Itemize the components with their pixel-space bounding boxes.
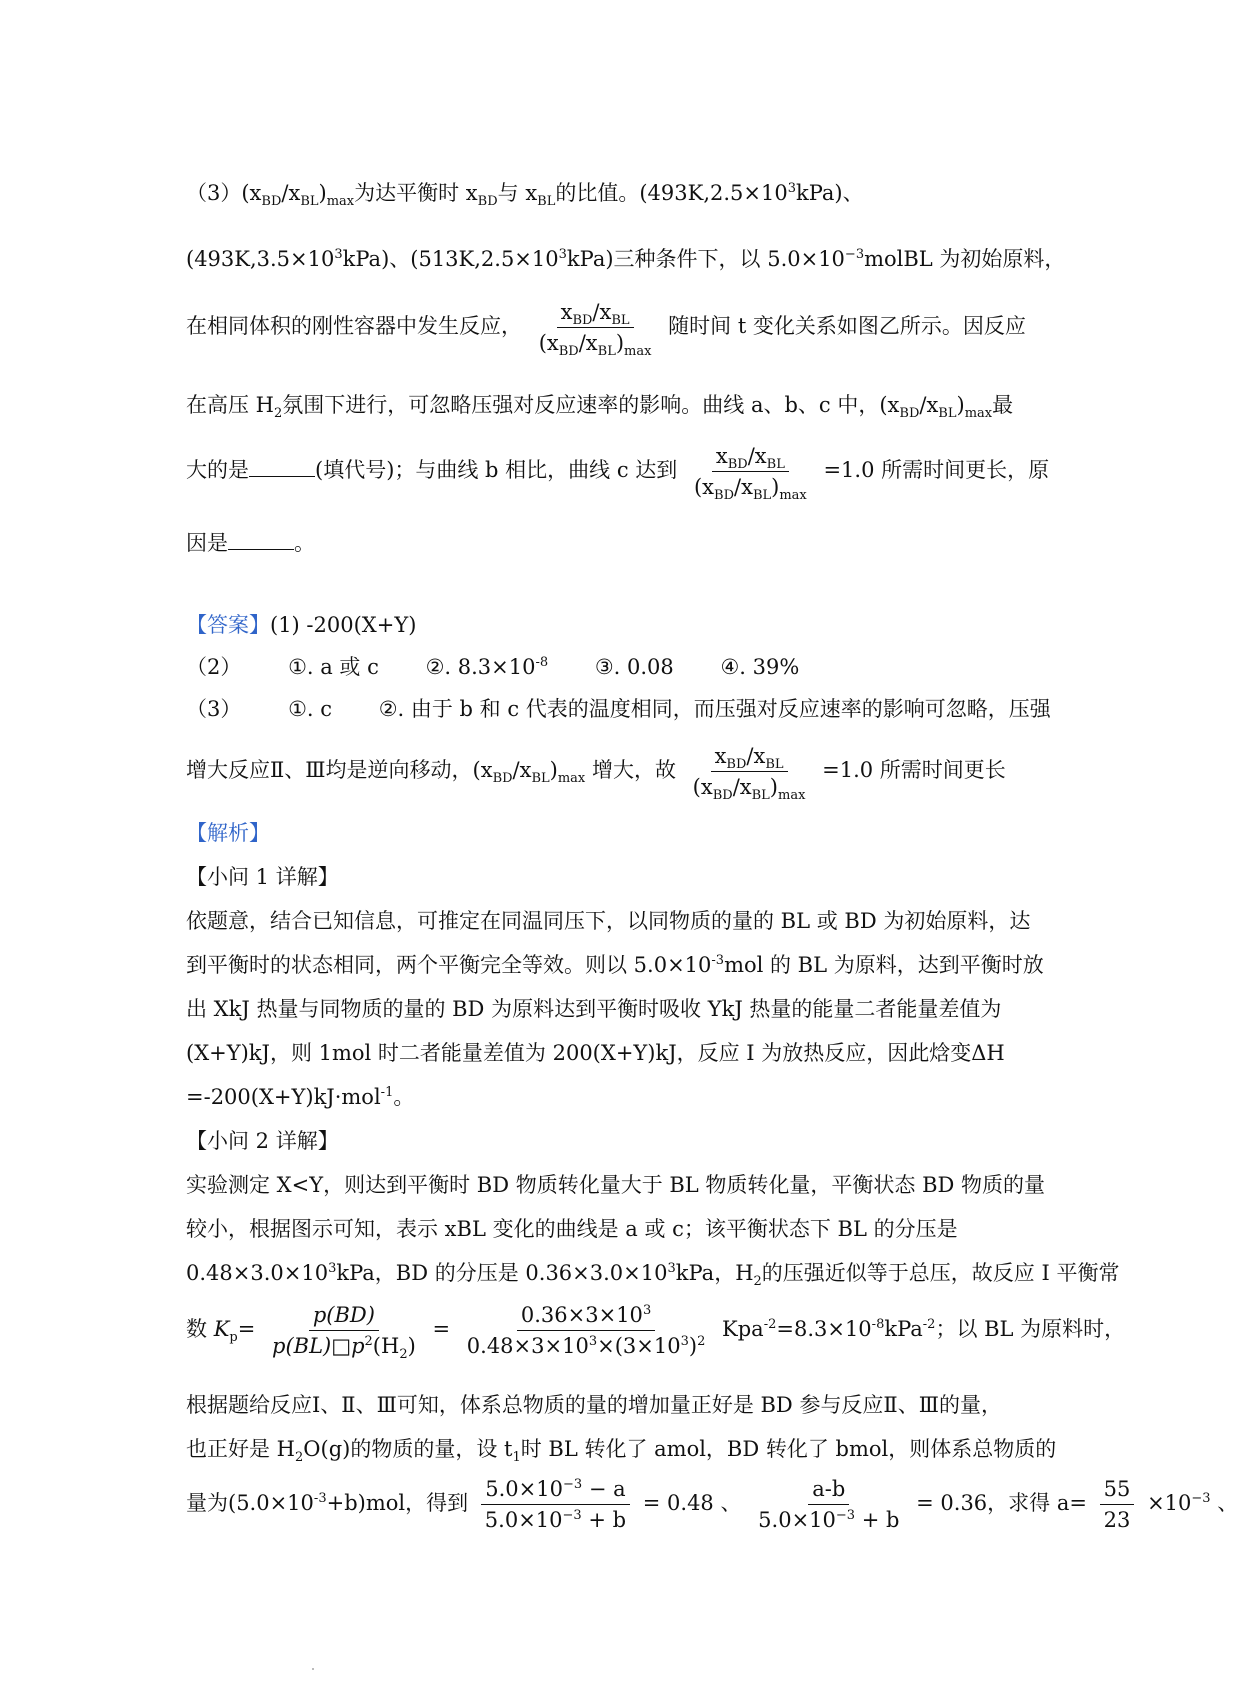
p1-line-5: =-200(X+Y)kJ·mol$^{-1}$。 [186,1085,415,1109]
page-speck [312,1668,314,1670]
kp-fraction-1: $\frac{p(BD)}{p(BL)□p^2(H_2)}$ [272,1303,416,1363]
ratio-fraction: $\frac{x_{BD}/x_{BL}}{(x_{BD}/x_{BL})_{max}}$ [538,300,652,360]
answer-line-3: （3） ①. c ②. 由于 b 和 c 代表的温度相同，而压强对反应速率的影响可忽略，压强 [186,697,1051,721]
subsection-2-heading: 【小问 2 详解】 [186,1129,339,1153]
p2-line-3: $0.48\times 3.0\times 10^3kPa$，BD 的分压是 $0.36\times 3.0\times 10^3kPa$，$H_2$的压强近似等于总压，故反应 I 平衡常 [186,1261,1120,1290]
p1-line-2: 到平衡时的状态相同，两个平衡完全等效。则以 $5.0\times 10^{-3}mol$ 的 BL 为原料，达到平衡时放 [186,953,1044,977]
mole-fraction-bd: $\frac{a-b}{5.0\times 10^{-3} + b}$ [758,1477,900,1532]
ratio-fraction: $\frac{x_{BD}/x_{BL}}{(x_{BD}/x_{BL})_{max}}$ [692,744,806,804]
q3-line-1: $(3)(x_{BD}/x_{BL})_{max}$为达平衡时 $x_{BD}$与 $x_{BL}$的比值。$(493K,2.5\times 10^3kPa)$、 [186,181,864,210]
subsection-1-heading: 【小问 1 详解】 [186,865,339,889]
p1-line-1: 依题意，结合已知信息，可推定在同温同压下，以同物质的量的 BL 或 BD 为初始原料，达 [186,909,1031,933]
p2-line-6: 也正好是 $H_2O(g)$的物质的量，设 $t_1$时 BL 转化了 amol，BD 转化了 bmol，则体系总物质的 [186,1437,1057,1466]
answer-blank [249,456,315,477]
answer-label: 【答案】 [186,613,270,637]
p2-line-1: 实验测定 X<Y，则达到平衡时 BD 物质转化量大于 BL 物质转化量，平衡状态 BD 物质的量 [186,1173,1046,1197]
p2-line-2: 较小，根据图示可知，表示 xBL 变化的曲线是 a 或 c；该平衡状态下 BL 的分压是 [186,1217,958,1241]
analysis-label: 【解析】 [186,821,270,845]
p2-line-4-kp-equation: 数 $K_p=$ $\frac{p(BD)}{p(BL)□p^2(H_2)}$ = $\frac{0.36\times 3\times 10^3}{0.48\times 3\times 10^3\times(3\times 10^3)^2}$ $Kpa^{-2}=8.3\times 10^{-8}kPa^{-2}$；以 BL 为原料时， [186,1303,1126,1363]
q3-line-5: 大的是 (填代号)；与曲线 b 相比，曲线 c 达到 $\frac{x_{BD}/x_{BL}}{(x_{BD}/x_{BL})_{max}}$ =1.0 所需时间更长，原 [186,444,1050,504]
answer-blank [228,529,294,550]
q3-line-6: 因是 。 [186,531,315,555]
kp-fraction-2: $\frac{0.36\times 3\times 10^3}{0.48\times 3\times 10^3\times(3\times 10^3)^2}$ [466,1303,706,1358]
answer-line-4: 增大反应Ⅱ、Ⅲ均是逆向移动，$(x_{BD}/x_{BL})_{max}$ 增大，故 $\frac{x_{BD}/x_{BL}}{(x_{BD}/x_{BL})_{max}}$ =1.0 所需时间更长 [186,744,1006,804]
q3-line-4: 在高压 $H_2$氛围下进行，可忽略压强对反应速率的影响。曲线 a、b、c 中，$(x_{BD}/x_{BL})_{max}$最 [186,393,1014,422]
mole-fraction-bl: $\frac{5.0\times 10^{-3} - a}{5.0\times 10^{-3} + b}$ [481,1476,630,1533]
p2-line-7: 量为$(5.0\times 10^{-3}+b)mol$，得到 $\frac{5.0\times 10^{-3} - a}{5.0\times 10^{-3} + b}$ = 0.48 、 $\frac{a-b}{5.0\times 10^{-3} + b}$ = 0.36，求得 a= $\frac{55}{23}$ $\times 10^{-3}$ 、 [186,1477,1238,1532]
p1-line-3: 出 XkJ 热量与同物质的量的 BD 为原料达到平衡时吸收 YkJ 热量的能量二者能量差值为 [186,997,1002,1021]
answer-line-1: 【答案】(1) -200(X+Y) [186,613,417,637]
answer-line-2: （2） ①. a 或 c ②. $8.3\times 10^{-8}$ ③. 0.08 ④. 39% [186,655,800,679]
p1-line-4: (X+Y)kJ，则 1mol 时二者能量差值为 200(X+Y)kJ，反应 I 为放热反应，因此焓变ΔH [186,1041,1005,1065]
ratio-fraction: $\frac{x_{BD}/x_{BL}}{(x_{BD}/x_{BL})_{max}}$ [693,444,807,504]
q3-line-3: 在相同体积的刚性容器中发生反应， $\frac{x_{BD}/x_{BL}}{(x_{BD}/x_{BL})_{max}}$ 随时间 t 变化关系如图乙所示。因反应 [186,300,1026,360]
q3-line-2: $(493K,3.5\times 10^3kPa)$、$(513K,2.5\times 10^3kPa)$三种条件下，以 $5.0\times 10^{-3}molBL$ 为初始原料， [186,247,1066,271]
result-fraction: $\frac{55}{23}$ [1100,1476,1135,1533]
p2-line-5: 根据题给反应Ⅰ、Ⅱ、Ⅲ可知，体系总物质的量的增加量正好是 BD 参与反应Ⅱ、Ⅲ的量， [186,1393,1002,1417]
